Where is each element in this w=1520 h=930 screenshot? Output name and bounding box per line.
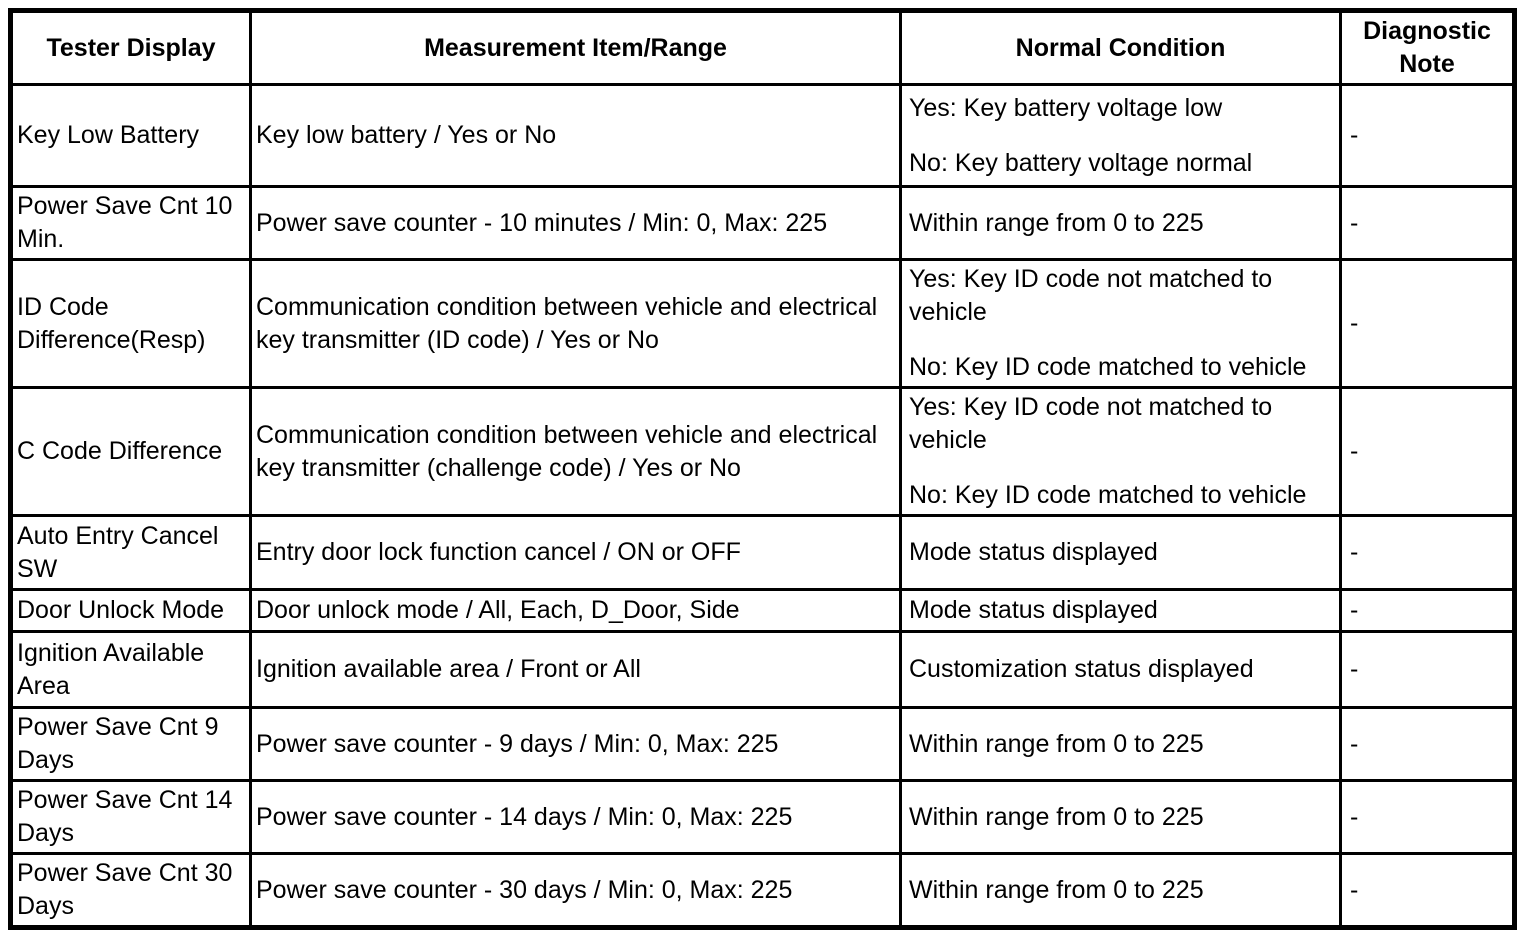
cell-normal-condition bbox=[901, 781, 1341, 854]
table-row bbox=[11, 781, 1515, 854]
cell-diagnostic-note: - bbox=[1341, 187, 1515, 260]
cell-measurement-item-range: Power save counter - 9 days / Min: 0, Max: 225 bbox=[251, 708, 901, 781]
cell-diagnostic-note: - bbox=[1341, 854, 1515, 928]
cell-tester-display: C Code Difference bbox=[11, 388, 251, 516]
cell-diagnostic-note: - bbox=[1341, 516, 1515, 590]
cell-measurement-item-range: Power save counter - 30 days / Min: 0, Max: 225 bbox=[251, 854, 901, 928]
cell-diagnostic-note: - bbox=[1341, 708, 1515, 781]
table-row bbox=[11, 632, 1515, 708]
cell-measurement-item-range: Ignition available area / Front or All bbox=[251, 632, 901, 708]
normal-condition-yes: Yes: Key ID code not matched to vehicle bbox=[909, 265, 1273, 326]
cell-diagnostic-note: - bbox=[1341, 781, 1515, 854]
table-row bbox=[11, 85, 1515, 187]
column-header-measurement-item-range: Measurement Item/Range bbox=[251, 11, 901, 85]
normal-condition-no: No: Key ID code matched to vehicle bbox=[909, 481, 1307, 509]
column-header-normal-condition: Normal Condition bbox=[901, 11, 1341, 85]
cell-diagnostic-note: - bbox=[1341, 260, 1515, 388]
column-header-tester-display: Tester Display bbox=[11, 11, 251, 85]
normal-condition-text: Within range from 0 to 225 bbox=[909, 729, 1204, 758]
normal-condition-text: Customization status displayed bbox=[909, 655, 1254, 683]
normal-condition-yes: Yes: Key ID code not matched to vehicle bbox=[909, 393, 1273, 454]
cell-normal-condition bbox=[901, 388, 1341, 516]
cell-tester-display: ID Code Difference(Resp) bbox=[11, 260, 251, 388]
cell-measurement-item-range: Entry door lock function cancel / ON or OFF bbox=[251, 516, 901, 590]
cell-measurement-item-range: Door unlock mode / All, Each, D_Door, Side bbox=[251, 590, 901, 632]
cell-measurement-item-range: Key low battery / Yes or No bbox=[251, 85, 901, 187]
table-row bbox=[11, 516, 1515, 590]
cell-measurement-item-range: Communication condition between vehicle and electrical key transmitter (ID code) / Yes or No bbox=[251, 260, 901, 388]
cell-normal-condition bbox=[901, 632, 1341, 708]
normal-condition-no: No: Key battery voltage normal bbox=[909, 148, 1253, 177]
cell-measurement-item-range: Power save counter - 14 days / Min: 0, Max: 225 bbox=[251, 781, 901, 854]
normal-condition-yes: Yes: Key battery voltage low bbox=[909, 93, 1223, 122]
column-header-diagnostic-note: Diagnostic Note bbox=[1341, 11, 1515, 85]
normal-condition-text: Within range from 0 to 225 bbox=[909, 802, 1204, 831]
diagnostic-data-table bbox=[8, 8, 1517, 930]
cell-normal-condition bbox=[901, 260, 1341, 388]
normal-condition-text: Mode status displayed bbox=[909, 538, 1158, 566]
cell-tester-display: Power Save Cnt 10 Min. bbox=[11, 187, 251, 260]
cell-normal-condition bbox=[901, 85, 1341, 187]
cell-normal-condition bbox=[901, 590, 1341, 632]
normal-condition-text: Within range from 0 to 225 bbox=[909, 208, 1204, 237]
cell-tester-display: Auto Entry Cancel SW bbox=[11, 516, 251, 590]
table-header-row bbox=[11, 11, 1515, 85]
cell-tester-display: Power Save Cnt 30 Days bbox=[11, 854, 251, 928]
cell-diagnostic-note: - bbox=[1341, 85, 1515, 187]
cell-tester-display: Power Save Cnt 14 Days bbox=[11, 781, 251, 854]
table-row bbox=[11, 187, 1515, 260]
table-row bbox=[11, 854, 1515, 928]
cell-tester-display: Power Save Cnt 9 Days bbox=[11, 708, 251, 781]
cell-normal-condition bbox=[901, 854, 1341, 928]
cell-diagnostic-note: - bbox=[1341, 590, 1515, 632]
cell-normal-condition bbox=[901, 516, 1341, 590]
table-row bbox=[11, 388, 1515, 516]
normal-condition-text: Mode status displayed bbox=[909, 596, 1158, 624]
table-row bbox=[11, 590, 1515, 632]
cell-diagnostic-note: - bbox=[1341, 388, 1515, 516]
cell-tester-display: Key Low Battery bbox=[11, 85, 251, 187]
cell-normal-condition bbox=[901, 187, 1341, 260]
normal-condition-no: No: Key ID code matched to vehicle bbox=[909, 353, 1307, 381]
cell-measurement-item-range: Communication condition between vehicle and electrical key transmitter (challenge code) / Yes or No bbox=[251, 388, 901, 516]
cell-tester-display: Door Unlock Mode bbox=[11, 590, 251, 632]
cell-tester-display: Ignition Available Area bbox=[11, 632, 251, 708]
table-row bbox=[11, 260, 1515, 388]
cell-measurement-item-range: Power save counter - 10 minutes / Min: 0, Max: 225 bbox=[251, 187, 901, 260]
cell-diagnostic-note: - bbox=[1341, 632, 1515, 708]
cell-normal-condition bbox=[901, 708, 1341, 781]
table-row bbox=[11, 708, 1515, 781]
normal-condition-text: Within range from 0 to 225 bbox=[909, 875, 1204, 904]
